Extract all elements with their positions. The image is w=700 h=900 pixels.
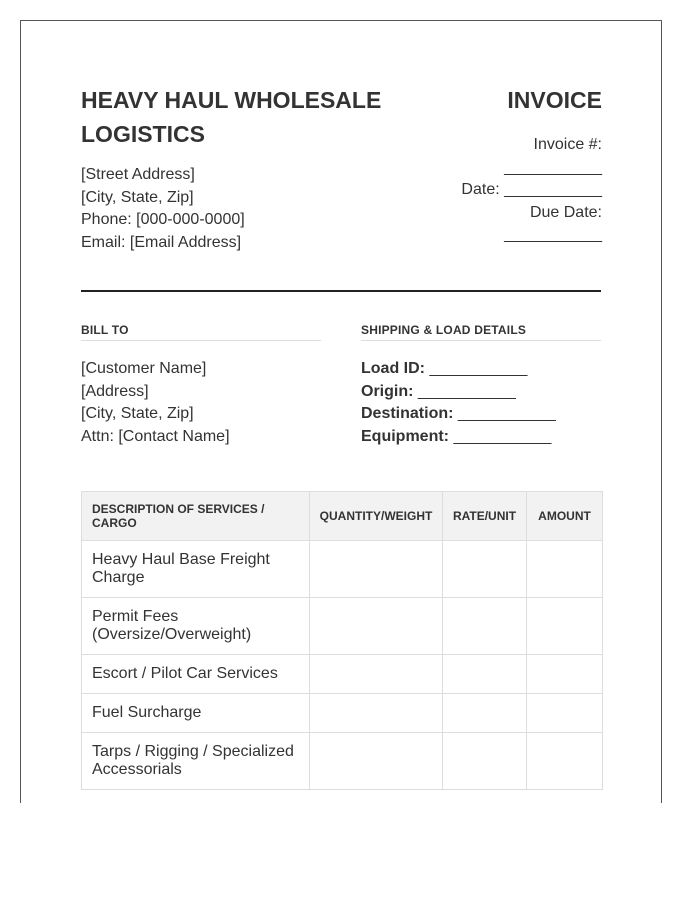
item-description: Heavy Haul Base Freight Charge xyxy=(82,541,310,598)
table-header-row xyxy=(82,492,603,541)
item-rate[interactable] xyxy=(443,733,527,790)
company-name: HEAVY HAUL WHOLESALE LOGISTICS xyxy=(81,87,382,147)
customer-address: [Address] xyxy=(81,382,149,400)
item-quantity[interactable] xyxy=(310,655,443,694)
company-address xyxy=(81,164,245,254)
header-divider xyxy=(81,290,601,292)
invoice-date: Date: ___________ xyxy=(461,181,602,198)
origin-blank: ___________ xyxy=(417,382,516,400)
load-id-label: Load ID: xyxy=(361,360,425,377)
item-quantity[interactable] xyxy=(310,541,443,598)
phone: Phone: [000-000-0000] xyxy=(81,211,245,228)
email: Email: [Email Address] xyxy=(81,233,242,251)
table-row xyxy=(82,694,603,733)
customer-city-state-zip: [City, State, Zip] xyxy=(81,405,194,422)
origin-field xyxy=(361,381,601,404)
invoice-number-label: Invoice #: xyxy=(533,136,602,153)
due-date-blank: ___________ xyxy=(504,226,602,243)
invoice-meta xyxy=(382,134,602,247)
shipping-fields xyxy=(361,358,601,448)
destination-blank: ___________ xyxy=(457,405,556,422)
destination-label: Destination: xyxy=(361,405,454,422)
header-rate: RATE/UNIT xyxy=(443,492,527,541)
equipment-blank: ___________ xyxy=(453,427,552,445)
load-id-blank: ___________ xyxy=(429,360,528,377)
item-amount[interactable] xyxy=(527,655,603,694)
item-amount[interactable] xyxy=(527,598,603,655)
services-table xyxy=(81,491,603,790)
item-quantity[interactable] xyxy=(310,733,443,790)
item-rate[interactable] xyxy=(443,655,527,694)
shipping-section xyxy=(361,323,601,448)
item-rate[interactable] xyxy=(443,598,527,655)
header-amount: AMOUNT xyxy=(527,492,603,541)
invoice-title: INVOICE xyxy=(507,87,602,113)
invoice-page xyxy=(20,20,662,803)
equipment-field xyxy=(361,426,601,449)
invoice-number-blank: ___________ xyxy=(504,158,602,176)
header-quantity: QUANTITY/WEIGHT xyxy=(310,492,443,541)
equipment-label: Equipment: xyxy=(361,427,449,445)
item-rate[interactable] xyxy=(443,694,527,733)
bill-to-section xyxy=(81,323,321,448)
shipping-heading: SHIPPING & LOAD DETAILS xyxy=(361,323,601,341)
item-description: Fuel Surcharge xyxy=(82,694,310,733)
header-description: DESCRIPTION OF SERVICES / CARGO xyxy=(82,492,310,541)
table-row xyxy=(82,733,603,790)
item-description: Escort / Pilot Car Services xyxy=(82,655,310,694)
customer-name: [Customer Name] xyxy=(81,360,207,377)
street-address: [Street Address] xyxy=(81,166,195,183)
item-amount[interactable] xyxy=(527,694,603,733)
customer-attn: Attn: [Contact Name] xyxy=(81,427,230,445)
item-quantity[interactable] xyxy=(310,598,443,655)
table-row xyxy=(82,598,603,655)
item-amount[interactable] xyxy=(527,733,603,790)
due-date-label: Due Date: xyxy=(529,203,602,221)
city-state-zip: [City, State, Zip] xyxy=(81,188,194,206)
item-amount[interactable] xyxy=(527,541,603,598)
bill-to-heading: BILL TO xyxy=(81,323,321,341)
load-id-field xyxy=(361,358,601,381)
table-row xyxy=(82,655,603,694)
item-quantity[interactable] xyxy=(310,694,443,733)
table-row xyxy=(82,541,603,598)
bill-to-lines xyxy=(81,358,321,448)
origin-label: Origin: xyxy=(361,382,414,400)
item-rate[interactable] xyxy=(443,541,527,598)
destination-field xyxy=(361,403,601,426)
item-description: Permit Fees (Oversize/Overweight) xyxy=(82,598,310,655)
item-description: Tarps / Rigging / Specialized Accessorials xyxy=(82,733,310,790)
